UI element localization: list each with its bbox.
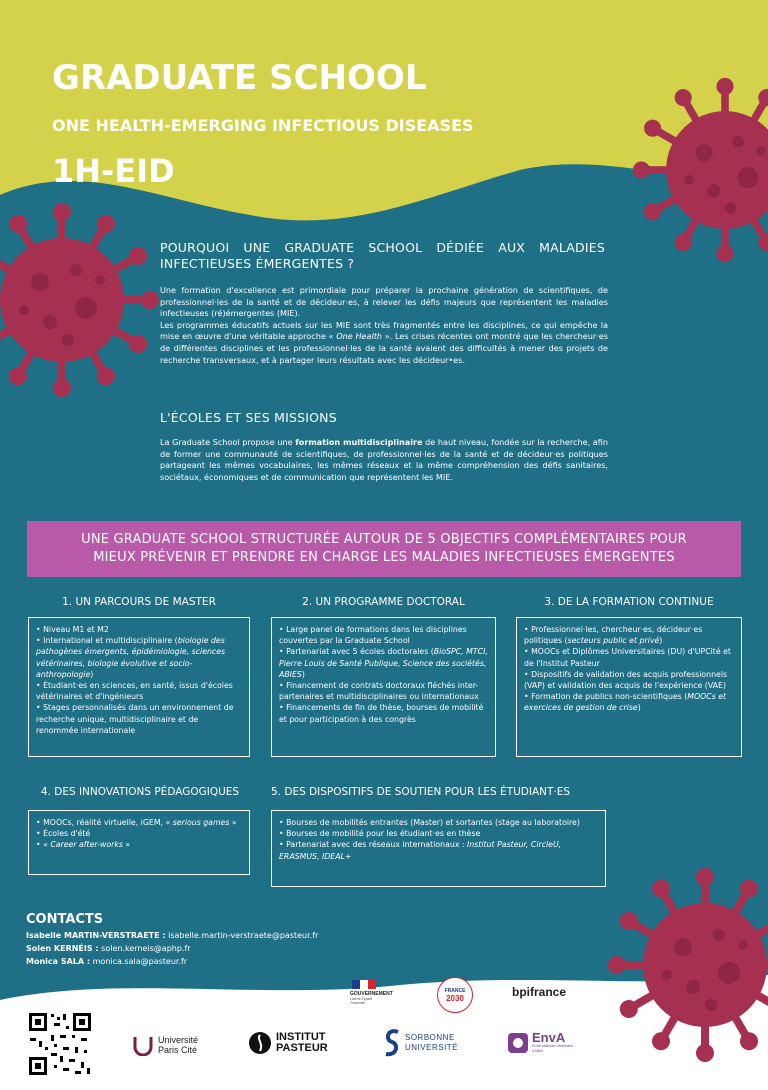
upc-text: Université (158, 1035, 199, 1045)
objectives-banner (27, 521, 741, 577)
contacts-heading: CONTACTS (26, 912, 104, 927)
pasteur-text: INSTITUT (276, 1031, 326, 1043)
item-text: • « (36, 840, 51, 850)
sorbonne-universite-logo (383, 1028, 458, 1058)
objective-3-box (516, 617, 742, 757)
section-why-heading: POURQUOI UNE GRADUATE SCHOOL DÉDIÉE AUX MALADIES INFECTIEUSES ÉMERGENTES ? (160, 240, 605, 271)
objective-4-box (28, 810, 250, 875)
item-emphasis: Institut Pasteur, CircleU, ERASMUS, IDEAL+ (279, 840, 562, 861)
sorbonne-emblem-icon (383, 1028, 401, 1058)
paragraph-text: ». Les crises récentes ont montré que les chercheur·es de différentes disciplines et les professionnel·les de la santé avaient des difficultés à mener des projets de recherche transversaux, et à partager leurs résultats avec les décideur•es. (160, 331, 608, 365)
item-text: • International et multidisciplinaire ( (36, 636, 178, 646)
objective-5-title: 5. DES DISPOSITIFS DE SOUTIEN POUR LES ÉTUDIANT·ES (271, 786, 571, 798)
item-text: • Formation de publics non-scientifiques ( (524, 692, 688, 702)
contact-1 (26, 931, 318, 940)
item-emphasis: MOOCs et exercices de gestion de crise (524, 692, 727, 713)
list-item: • Niveau M1 et M2 (36, 625, 109, 634)
list-item: • Étudiant·es en sciences, en santé, issus d'écoles vétérinaires et d'ingénieurs (36, 681, 233, 702)
highlight-text: formation multidisciplinaire (295, 437, 423, 447)
list-item: • Bourses de mobilité pour les étudiant·es en thèse (279, 829, 481, 839)
france-2030-logo (437, 977, 473, 1013)
government-text: GOUVERNEMENT (350, 991, 393, 997)
list-item (279, 646, 488, 680)
pasteur-emblem-icon (248, 1031, 272, 1055)
item-text: • MOOCs, réalité virtuelle, iGEM, « (36, 818, 173, 827)
section-missions-body (160, 437, 608, 483)
page-title: GRADUATE SCHOOL (52, 58, 427, 98)
objective-4-title: 4. DES INNOVATIONS PÉDAGOGIQUES (40, 786, 240, 798)
item-emphasis: biologie des pathogènes émergents, épidémiologie, sciences vétérinaires, biologie évolutive et socio-anthropologie (36, 636, 226, 679)
banner-line-1: UNE GRADUATE SCHOOL STRUCTURÉE AUTOUR DE 5 OBJECTIFS COMPLÉMENTAIRES POUR (81, 532, 687, 547)
contact-email[interactable]: isabelle.martin-verstraete@pasteur.fr (165, 931, 319, 940)
upc-text: Paris Cité (158, 1045, 198, 1055)
universite-paris-cite-logo (132, 1034, 198, 1056)
one-health-term: One Health (336, 331, 383, 342)
qr-code[interactable] (27, 1011, 93, 1077)
sorbonne-text: UNIVERSITÉ (405, 1043, 459, 1052)
government-motto: Liberté Égalité Fraternité (350, 997, 373, 1005)
contact-name: Monica SALA : (26, 957, 91, 966)
school-acronym: 1H-EID (52, 152, 175, 190)
banner-line-2: MIEUX PRÉVENIR ET PRENDRE EN CHARGE LES MALADIES INFECTIEUSES ÉMERGENTES (93, 550, 675, 565)
section-why-body (160, 285, 608, 366)
objective-5-box (271, 810, 606, 887)
paragraph-text: de haut niveau, fondée sur la recherche, afin de former une communauté de scientifiques, de professionnel·les de la santé et de décideur·es politiques partageant les mêmes vocabulaires, les mêmes réseaux et la même compréhension des défis sanitaires, sociétaux, économiques et de communication que représentent les MIE. (160, 437, 608, 482)
item-text: » (122, 840, 131, 850)
enva-logo (507, 1031, 582, 1054)
contact-2 (26, 944, 191, 953)
bpifrance-logo (512, 985, 566, 999)
item-emphasis: Career after-works (50, 840, 123, 850)
list-item (36, 817, 242, 828)
list-item (36, 839, 242, 850)
contact-name: Solen KERNÉIS : (26, 944, 99, 953)
pasteur-text: PASTEUR (276, 1042, 328, 1054)
bpifrance-text: bpifrance (512, 985, 567, 999)
objective-1-title: 1. UN PARCOURS DE MASTER (62, 596, 216, 608)
objective-2-title: 2. UN PROGRAMME DOCTORAL (302, 596, 465, 608)
list-item: • Financements de fin de thèse, bourses de mobilité et pour participation à des congrès (279, 703, 484, 724)
item-text: ) (301, 669, 305, 679)
contact-3 (26, 957, 187, 966)
institut-pasteur-logo (248, 1031, 328, 1055)
section-why-paragraph-2 (160, 320, 608, 366)
item-text: ) (90, 669, 94, 679)
objective-1-box (28, 617, 250, 757)
section-why-paragraph-1: Une formation d'excellence est primordiale pour préparer la prochaine génération de scientifiques, de professionnel·les de la santé et de décideur·es, à relever les défis majeurs que représentent les maladies infectieuses (ré)émergentes (MIE). (160, 285, 608, 319)
enva-text: EnvA (532, 1030, 566, 1045)
item-text: ) (659, 636, 663, 646)
list-item: • MOOCs et Diplômes Universitaires (DU) d'UPCité et de l'Institut Pasteur (524, 647, 731, 668)
paragraph-text: Les programmes éducatifs actuels sur les MIE sont très fragmentés entre les disciplines, ce qui empêche la mise en œuvre d'une véritable approche « (160, 319, 608, 342)
objective-2-box (271, 617, 496, 757)
list-item: • Bourses de mobilités entrantes (Master) et sortantes (stage au laboratoire) (279, 818, 580, 827)
item-text: • Professionnel·les, chercheur·es, décideur·es politiques ( (524, 625, 703, 646)
item-text: » (229, 818, 237, 827)
list-item (524, 691, 734, 713)
contact-email[interactable]: monica.sala@pasteur.fr (90, 957, 188, 966)
item-text: • Partenariat avec des réseaux internationaux : (279, 840, 468, 850)
list-item (524, 624, 734, 646)
page-subtitle: ONE HEALTH-EMERGING INFECTIOUS DISEASES (52, 116, 474, 135)
france-2030-year: 2030 (446, 994, 464, 1003)
list-item (36, 635, 242, 680)
list-item: • Dispositifs de validation des acquis professionnels (VAP) et validation des acquis de l'expérience (VAE) (524, 669, 728, 691)
item-emphasis: serious games (172, 818, 230, 827)
list-item: • Financement de contrats doctoraux fléchés inter-partenaires et multidisciplinaires ou internationaux (279, 681, 479, 702)
french-flag-icon (352, 980, 376, 989)
section-missions-heading: L'ÉCOLES ET SES MISSIONS (160, 410, 337, 425)
objective-3-title: 3. DE LA FORMATION CONTINUE (544, 596, 714, 608)
list-item: • Stages personnalisés dans un environnement de recherche unique, multidisciplinaire et de renommée internationale (36, 703, 234, 735)
paragraph-text: La Graduate School propose une (160, 437, 296, 447)
contact-name: Isabelle MARTIN-VERSTRAETE : (26, 931, 166, 940)
list-item (279, 839, 598, 861)
enva-emblem-icon (507, 1032, 529, 1054)
sorbonne-text: SORBONNE (405, 1033, 455, 1042)
enva-subtext: École nationale vétérinaire d'Alfort (532, 1044, 574, 1053)
france-2030-text: FRANCE (444, 988, 466, 994)
list-item: • Écoles d'été (36, 829, 91, 839)
list-item: • Large panel de formations dans les disciplines couvertes par la Graduate School (279, 625, 467, 646)
government-logo (350, 980, 410, 1005)
contact-email[interactable]: solen.kerneis@aphp.fr (98, 944, 191, 953)
item-emphasis: secteurs public et privé (567, 636, 660, 646)
upc-emblem-icon (132, 1034, 154, 1056)
item-text: • Partenariat avec 5 écoles doctorales ( (279, 647, 434, 657)
item-emphasis: BioSPC, MTCI, Pierre Louis de Santé Publique, Science des sociétés, ABIES (279, 647, 488, 679)
item-text: ) (637, 703, 641, 713)
